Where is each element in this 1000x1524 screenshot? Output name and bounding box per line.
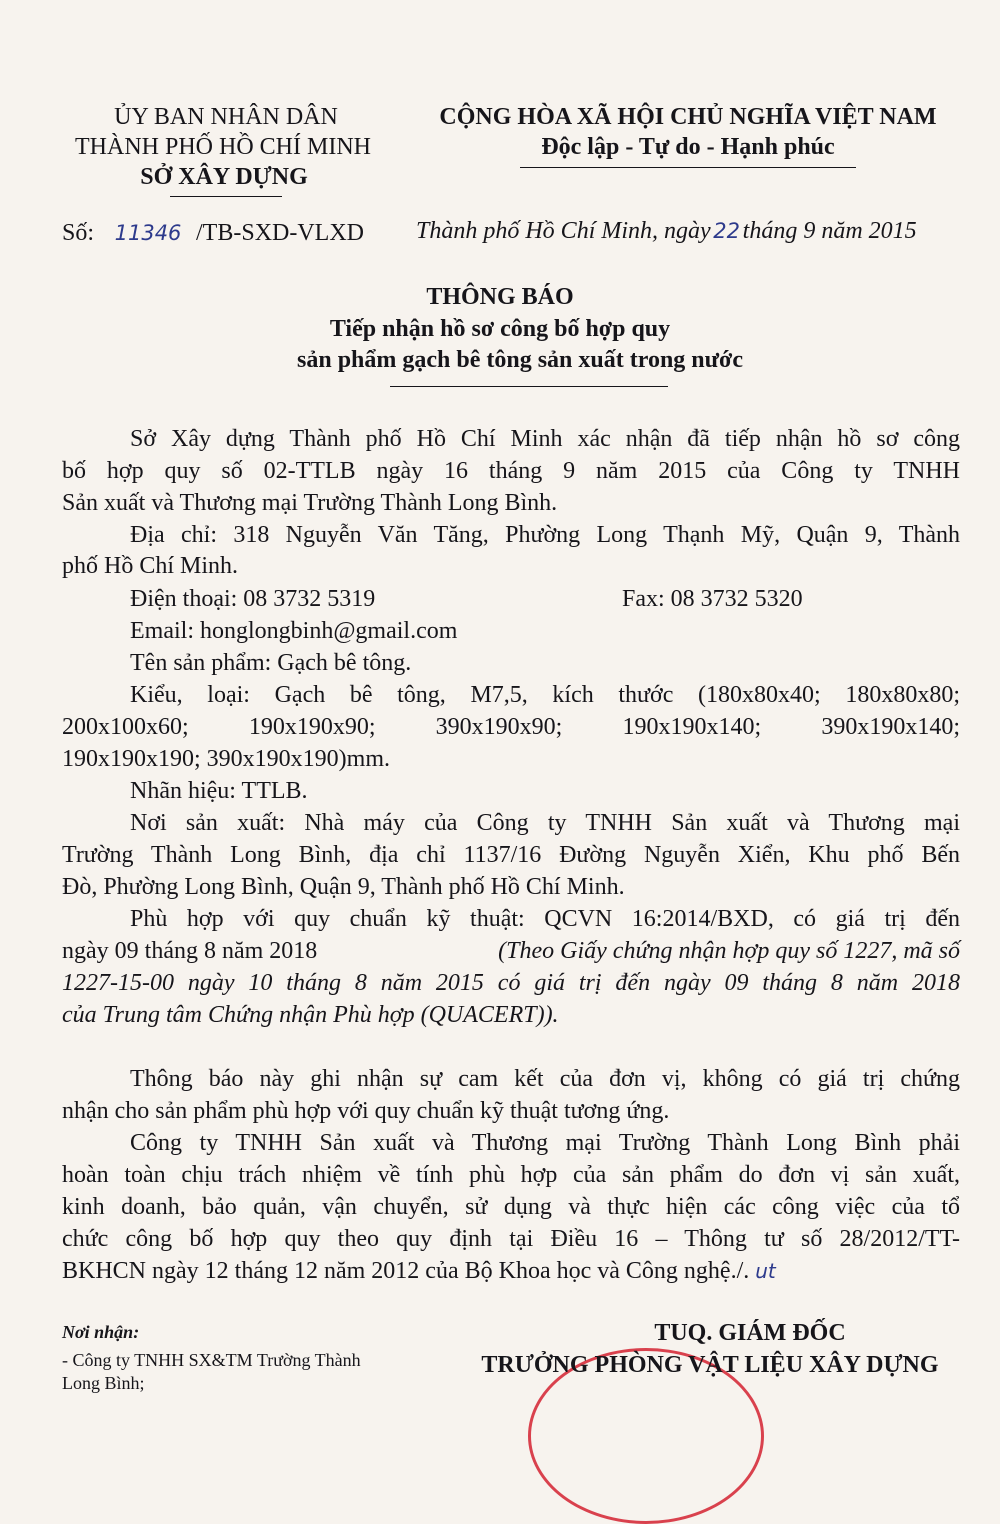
product-line: Tên sản phẩm: Gạch bê tông.	[130, 650, 412, 676]
type-line: 190x190x190; 390x190x190)mm.	[62, 746, 390, 772]
standard-line	[62, 938, 960, 965]
body-line: Sở Xây dựng Thành phố Hồ Chí Minh xác nhận đã tiếp nhận hồ sơ công	[130, 426, 960, 452]
place-line: Đò, Phường Long Bình, Quận 9, Thành phố Hồ Chí Minh.	[62, 874, 625, 900]
phone-line: Điện thoại: 08 3732 5319	[130, 586, 376, 612]
place-line: Trường Thành Long Bình, địa chỉ 1137/16 Đường Nguyễn Xiển, Khu phố Bến	[62, 842, 960, 868]
national-title: CỘNG HÒA XÃ HỘI CHỦ NGHĨA VIỆT NAM	[439, 104, 937, 130]
fax-line: Fax: 08 3732 5320	[622, 586, 803, 612]
body-line: bố hợp quy số 02-TTLB ngày 16 tháng 9 năm 2015 của Công ty TNHH	[62, 458, 960, 484]
certificate-ref: (Theo Giấy chứng nhận hợp quy số 1227, mã số	[498, 938, 960, 964]
responsibility-line: kinh doanh, bảo quản, vận chuyển, sử dụng và thực hiện các công việc của tổ	[62, 1194, 960, 1220]
type-line: 200x100x60; 190x190x90; 390x190x90; 190x190x140; 390x190x140;	[62, 714, 960, 740]
issue-date	[416, 218, 917, 245]
handwritten-initials: ut	[755, 1259, 776, 1283]
certificate-line: 1227-15-00 ngày 10 tháng 8 năm 2015 có giá trị đến ngày 09 tháng 8 năm 2018	[62, 970, 960, 996]
number-suffix: /TB-SXD-VLXD	[196, 220, 365, 246]
agency-city: THÀNH PHỐ HỒ CHÍ MINH	[75, 134, 371, 160]
notice-subtitle-2: sản phẩm gạch bê tông sản xuất trong nước	[297, 347, 743, 373]
national-motto: Độc lập - Tự do - Hạnh phúc	[541, 134, 835, 160]
responsibility-line: Công ty TNHH Sản xuất và Thương mại Trường Thành Long Bình phải	[130, 1130, 960, 1156]
signatory-title: TUQ. GIÁM ĐỐC	[654, 1320, 846, 1346]
date-suffix: tháng 9 năm 2015	[742, 218, 917, 244]
standard-validity: ngày 09 tháng 8 năm 2018	[62, 938, 318, 964]
type-line: Kiểu, loại: Gạch bê tông, M7,5, kích thước (180x80x40; 180x80x80;	[130, 682, 960, 708]
date-day-handwritten: 22	[713, 219, 741, 243]
brand-line: Nhãn hiệu: TTLB.	[130, 778, 308, 804]
agency-name: SỞ XÂY DỰNG	[140, 164, 308, 190]
note-line: nhận cho sản phẩm phù hợp với quy chuẩn kỹ thuật tương ứng.	[62, 1098, 670, 1124]
recipients-title: Nơi nhận:	[62, 1322, 140, 1342]
date-prefix: Thành phố Hồ Chí Minh, ngày	[416, 218, 711, 244]
signatory-position: TRƯỞNG PHÒNG VẬT LIỆU XÂY DỰNG	[481, 1352, 939, 1378]
address-line: Địa chỉ: 318 Nguyễn Văn Tăng, Phường Long Thạnh Mỹ, Quận 9, Thành	[130, 522, 960, 548]
recipient-item: Long Bình;	[62, 1373, 145, 1393]
document-number	[62, 220, 364, 247]
number-handwritten: 11346	[114, 221, 182, 245]
notice-title: THÔNG BÁO	[426, 284, 574, 310]
number-prefix: Số:	[62, 220, 95, 246]
motto-underline	[520, 167, 856, 168]
address-line: phố Hồ Chí Minh.	[62, 553, 239, 579]
agency-underline	[170, 196, 282, 197]
responsibility-line: chức công bố hợp quy theo quy định tại Điều 16 – Thông tư số 28/2012/TT-	[62, 1226, 960, 1252]
responsibility-line	[62, 1258, 776, 1285]
agency-parent: ỦY BAN NHÂN DÂN	[114, 104, 338, 130]
notice-subtitle-1: Tiếp nhận hồ sơ công bố hợp quy	[329, 316, 671, 342]
certificate-line: của Trung tâm Chứng nhận Phù hợp (QUACERT)).	[62, 1002, 559, 1028]
body-line: Sản xuất và Thương mại Trường Thành Long Bình.	[62, 490, 558, 516]
responsibility-line: hoàn toàn chịu trách nhiệm về tính phù hợp của sản phẩm do đơn vị sản xuất,	[62, 1162, 960, 1188]
standard-line: Phù hợp với quy chuẩn kỹ thuật: QCVN 16:2014/BXD, có giá trị đến	[130, 906, 960, 932]
place-line: Nơi sản xuất: Nhà máy của Công ty TNHH Sản xuất và Thương mại	[130, 810, 960, 836]
responsibility-last: BKHCN ngày 12 tháng 12 năm 2012 của Bộ Khoa học và Công nghệ./.	[62, 1258, 750, 1284]
email-line: Email: honglongbinh@gmail.com	[130, 618, 458, 644]
recipient-item: - Công ty TNHH SX&TM Trường Thành	[62, 1350, 361, 1370]
title-underline	[390, 386, 668, 387]
note-line: Thông báo này ghi nhận sự cam kết của đơn vị, không có giá trị chứng	[130, 1066, 960, 1092]
